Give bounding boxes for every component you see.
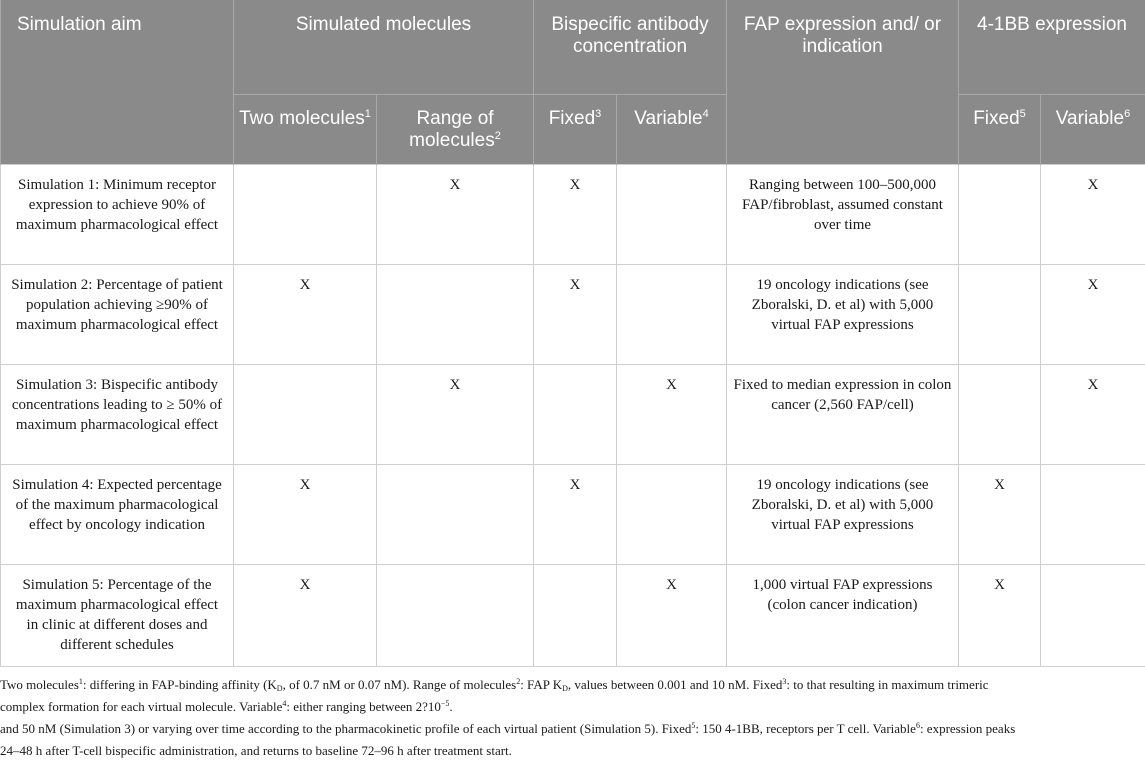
cell-two-molecules [234,364,377,464]
footnote-line-1: Two molecules$^1$: differing in FAP-binding affinity ($K_D$, of 0.7 nM or 0.07 nM). Range of molecules$^2$: FAP $K_D$, values between 0.001 and 10 nM. Fixed$^3$: to that resulting in maximum trimeric [0,674,1140,696]
cell-range-molecules: X [377,164,534,264]
cell-bb-fixed: X [959,564,1041,666]
cell-fap: 1,000 virtual FAP expressions (colon cancer indication) [727,564,959,666]
cell-bb-variable: X [1041,364,1145,464]
table-row [1,564,1145,666]
header-4-1bb-expression: 4-1BB expression [959,0,1145,94]
cell-bb-fixed: X [959,464,1041,564]
cell-variable: X [617,364,727,464]
cell-variable [617,464,727,564]
cell-two-molecules: X [234,564,377,666]
cell-fixed [534,564,617,666]
header-variable-4-1bb: Variable$^6$ [1041,94,1145,164]
header-two-molecules: Two molecules$^1$ [234,94,377,164]
cell-variable [617,164,727,264]
cell-bb-fixed [959,264,1041,364]
cell-range-molecules: X [377,364,534,464]
cell-bb-variable: X [1041,164,1145,264]
table-row [1,164,1145,264]
table-row [1,264,1145,364]
cell-range-molecules [377,464,534,564]
cell-range-molecules [377,264,534,364]
cell-aim: Simulation 4: Expected percentage of the maximum pharmacological effect by oncology indication [1,464,234,564]
cell-fap: Fixed to median expression in colon cancer (2,560 FAP/cell) [727,364,959,464]
header-bispecific-concentration: Bispecific antibody concentration [534,0,727,94]
table-footnote [0,674,1140,762]
cell-aim: Simulation 1: Minimum receptor expression to achieve 90% of maximum pharmacological effect [1,164,234,264]
cell-variable: X [617,564,727,666]
cell-two-molecules: X [234,264,377,364]
header-simulated-molecules: Simulated molecules [234,0,534,94]
cell-aim: Simulation 3: Bispecific antibody concentrations leading to ≥ 50% of maximum pharmacological effect [1,364,234,464]
cell-bb-variable [1041,564,1145,666]
header-range-of-molecules: Range of molecules$^2$ [377,94,534,164]
cell-fixed: X [534,164,617,264]
cell-fixed: X [534,464,617,564]
footnote-line-4: 24–48 h after T-cell bispecific administration, and returns to baseline 72–96 h after treatment start. [0,740,1140,762]
cell-aim: Simulation 2: Percentage of patient population achieving ≥90% of maximum pharmacological effect [1,264,234,364]
cell-two-molecules: X [234,464,377,564]
header-fixed-concentration: Fixed$^3$ [534,94,617,164]
cell-fixed: X [534,264,617,364]
header-simulation-aim: Simulation aim [1,0,234,164]
table-row [1,464,1145,564]
cell-bb-variable: X [1041,264,1145,364]
header-row-1 [1,0,1145,94]
header-fixed-4-1bb: Fixed$^5$ [959,94,1041,164]
table-row [1,364,1145,464]
cell-bb-fixed [959,164,1041,264]
cell-bb-variable [1041,464,1145,564]
cell-variable [617,264,727,364]
cell-fixed [534,364,617,464]
cell-range-molecules [377,564,534,666]
footnote-line-3: and 50 nM (Simulation 3) or varying over time according to the pharmacokinetic profile of each virtual patient (Simulation 5). Fixed$^5$: 150 4-1BB, receptors per T cell. Variable$^6$: expression peaks [0,718,1140,740]
header-fap-expression: FAP expression and/ or indication [727,0,959,164]
header-variable-concentration: Variable$^4$ [617,94,727,164]
cell-aim: Simulation 5: Percentage of the maximum pharmacological effect in clinic at different doses and different schedules [1,564,234,666]
cell-fap: 19 oncology indications (see Zboralski, D. et al) with 5,000 virtual FAP expressions [727,464,959,564]
footnote-line-2: complex formation for each virtual molecule. Variable$^4$: either ranging between $2?10^{-5}$. [0,696,1140,718]
cell-two-molecules [234,164,377,264]
cell-bb-fixed [959,364,1041,464]
cell-fap: 19 oncology indications (see Zboralski, D. et al) with 5,000 virtual FAP expressions [727,264,959,364]
cell-fap: Ranging between 100–500,000 FAP/fibroblast, assumed constant over time [727,164,959,264]
